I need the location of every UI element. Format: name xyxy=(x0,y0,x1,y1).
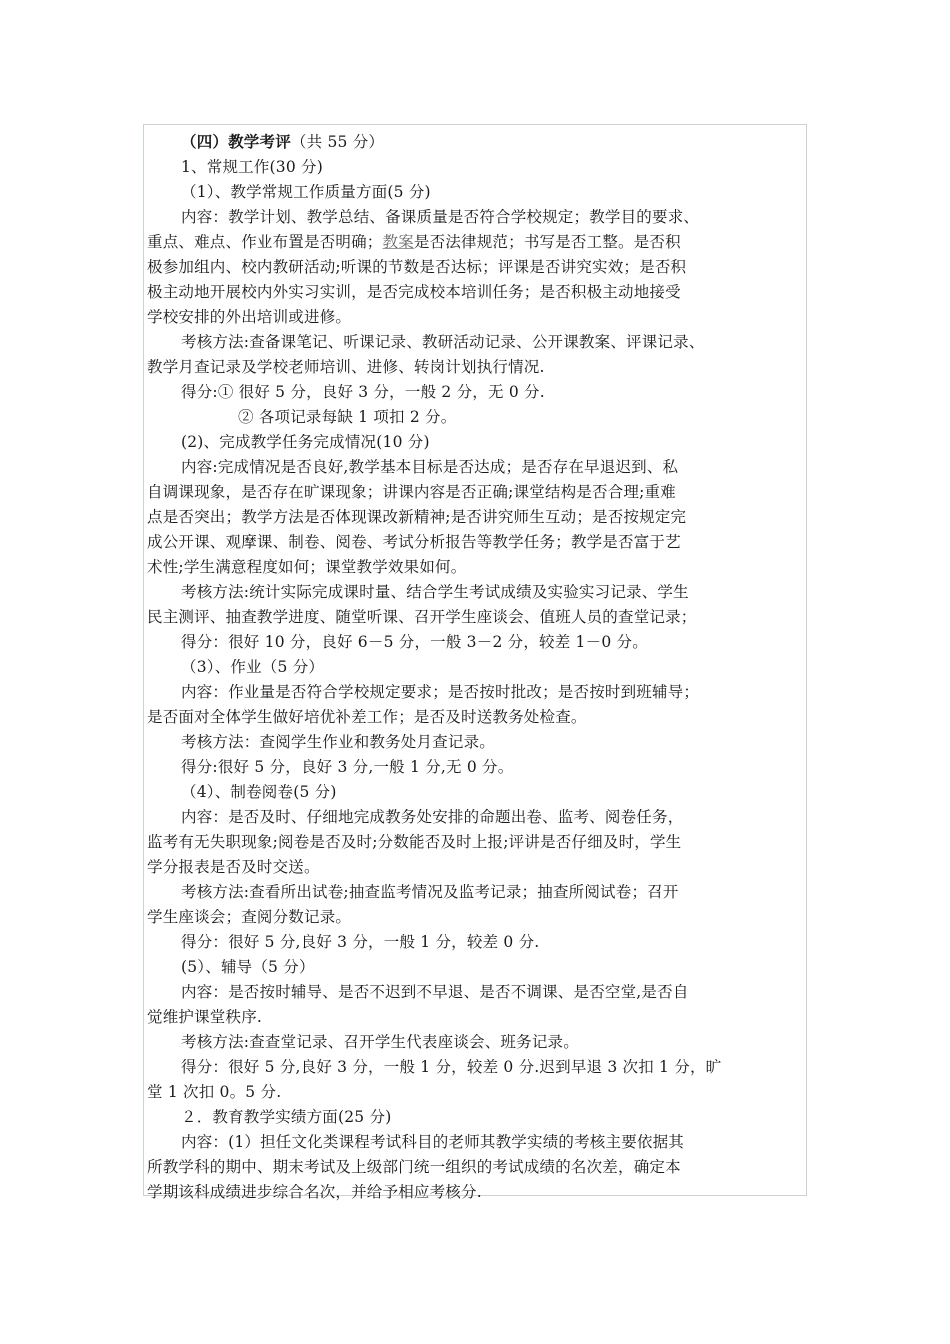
text-run: （1）、教学常规工作质量方面(5 分) xyxy=(181,183,431,201)
text-run: （4）、制卷阅卷(5 分) xyxy=(181,783,337,801)
text-line xyxy=(181,730,495,754)
text-line xyxy=(181,1130,684,1154)
text-line xyxy=(147,855,320,879)
text-run: 是否法律规范；书写是否工整。是否积 xyxy=(413,233,681,251)
text-run: 得分:① 很好 5 分，良好 3 分，一般 2 分，无 0 分. xyxy=(181,383,545,401)
text-line xyxy=(181,330,705,354)
text-run: 是否面对全体学生做好培优补差工作；是否及时送教务处检查。 xyxy=(147,708,587,726)
section-heading-text: （四） xyxy=(181,132,229,151)
text-line xyxy=(181,1055,721,1079)
text-run: 得分：很好 5 分,良好 3 分，一般 1 分，较差 0 分.迟到早退 3 次扣 1 分，旷 xyxy=(181,1058,722,1076)
text-run: 1、常规工作(30 分) xyxy=(181,158,324,176)
text-line xyxy=(181,805,683,829)
text-line xyxy=(147,280,681,304)
section-heading-text: 教学考评 xyxy=(228,132,291,151)
text-line xyxy=(181,430,430,454)
text-line xyxy=(147,1005,262,1029)
text-line xyxy=(181,880,679,904)
text-run: 内容：作业量是否符合学校规定要求；是否按时批改；是否按时到班辅导； xyxy=(181,683,700,701)
text-line xyxy=(147,830,681,854)
text-line xyxy=(181,1030,579,1054)
text-run: 觉维护课堂秩序. xyxy=(147,1008,263,1026)
text-run: 点是否突出；教学方法是否体现课改新精神;是否讲究师生互动；是否按规定完 xyxy=(147,508,687,526)
text-line xyxy=(238,405,456,429)
text-line xyxy=(181,955,315,979)
text-run: 考核方法:查查堂记录、召开学生代表座谈会、班务记录。 xyxy=(181,1033,579,1051)
text-run: (2)、完成教学任务完成情况(10 分) xyxy=(181,433,430,451)
text-run: 学期该科成绩进步综合名次，并给予相应考核分. xyxy=(147,1183,482,1201)
text-run: 内容：教学计划、教学总结、备课质量是否符合学校规定；教学目的要求、 xyxy=(181,208,700,226)
text-line xyxy=(147,230,681,254)
text-line xyxy=(147,255,686,279)
text-line xyxy=(181,655,324,679)
text-run: ② 各项记录每缺 1 项扣 2 分。 xyxy=(238,408,457,426)
text-line xyxy=(181,780,337,804)
text-line xyxy=(147,555,466,579)
text-line xyxy=(147,605,697,629)
text-line xyxy=(147,505,686,529)
text-run: 学分报表是否及时交送。 xyxy=(147,858,320,876)
text-line xyxy=(181,680,699,704)
text-line xyxy=(181,205,699,229)
text-run: 学校安排的外出培训或进修。 xyxy=(147,308,352,326)
text-line xyxy=(147,305,351,329)
text-run: 术性;学生满意程度如何；课堂教学效果如何。 xyxy=(147,558,467,576)
text-run: 得分：很好 10 分，良好 6－5 分，一般 3－2 分，较差 1－0 分。 xyxy=(181,633,648,651)
text-line xyxy=(147,905,351,929)
text-run: 得分:很好 5 分，良好 3 分,一般 1 分,无 0 分。 xyxy=(181,758,514,776)
text-line xyxy=(147,705,587,729)
text-run: （共 55 分） xyxy=(290,133,385,151)
text-run: 内容：(1）担任文化类课程考试科目的老师其教学实绩的考核主要依据其 xyxy=(181,1133,685,1151)
text-run: 堂 1 次扣 0。5 分. xyxy=(147,1083,282,1101)
text-run: 内容：是否按时辅导、是否不迟到不早退、是否不调课、是否空堂,是否自 xyxy=(181,983,689,1001)
text-run: 自调课现象，是否存在旷课现象；讲课内容是否正确;课堂结构是否合理;重难 xyxy=(147,483,676,501)
text-line xyxy=(181,980,689,1004)
text-line xyxy=(181,380,545,404)
text-line xyxy=(181,130,384,154)
text-run: 学生座谈会；查阅分数记录。 xyxy=(147,908,352,926)
text-line xyxy=(181,1105,391,1129)
text-run: 重点、难点、作业布置是否明确； xyxy=(147,233,383,251)
text-run: （3）、作业（5 分） xyxy=(181,658,325,676)
text-line xyxy=(147,480,676,504)
jiaoan-link[interactable]: 教案 xyxy=(382,233,414,251)
text-run: 内容：是否及时、仔细地完成教务处安排的命题出卷、监考、阅卷任务， xyxy=(181,808,684,826)
text-line xyxy=(147,355,545,379)
text-line xyxy=(181,930,539,954)
text-run: 极主动地开展校内外实习实训，是否完成校本培训任务；是否积极主动地接受 xyxy=(147,283,681,301)
text-run: 考核方法:查备课笔记、听课记录、教研活动记录、公开课教案、评课记录、 xyxy=(181,333,705,351)
text-line xyxy=(181,455,678,479)
text-run: 考核方法：查阅学生作业和教务处月查记录。 xyxy=(181,733,496,751)
text-run: 成公开课、观摩课、制卷、阅卷、考试分析报告等教学任务；教学是否富于艺 xyxy=(147,533,681,551)
text-run: 民主测评、抽查教学进度、随堂听课、召开学生座谈会、值班人员的查堂记录； xyxy=(147,608,697,626)
text-run: 内容:完成情况是否良好,教学基本目标是否达成；是否存在早退迟到、私 xyxy=(181,458,679,476)
text-run: 考核方法:统计实际完成课时量、结合学生考试成绩及实验实习记录、学生 xyxy=(181,583,689,601)
text-line xyxy=(181,580,689,604)
text-line xyxy=(147,530,681,554)
text-line xyxy=(181,630,648,654)
text-run: 教学月查记录及学校老师培训、进修、转岗计划执行情况. xyxy=(147,358,545,376)
text-run: ２．教育教学实绩方面(25 分) xyxy=(181,1108,392,1126)
text-line xyxy=(181,180,431,204)
text-line xyxy=(181,755,513,779)
text-run: 考核方法:查看所出试卷;抽查监考情况及监考记录；抽查所阅试卷；召开 xyxy=(181,883,679,901)
text-run: 所教学科的期中、期末考试及上级部门统一组织的考试成绩的名次差，确定本 xyxy=(147,1158,681,1176)
text-line xyxy=(147,1155,681,1179)
text-run: 监考有无失职现象;阅卷是否及时;分数能否及时上报;评讲是否仔细及时，学生 xyxy=(147,833,682,851)
text-line xyxy=(181,155,323,179)
text-line xyxy=(147,1080,281,1104)
text-run: 得分：很好 5 分,良好 3 分，一般 1 分，较差 0 分. xyxy=(181,933,540,951)
text-run: (5）、辅导（5 分） xyxy=(181,958,315,976)
text-run: 极参加组内、校内教研活动;听课的节数是否达标；评课是否讲究实效；是否积 xyxy=(147,258,687,276)
text-line xyxy=(147,1180,482,1204)
